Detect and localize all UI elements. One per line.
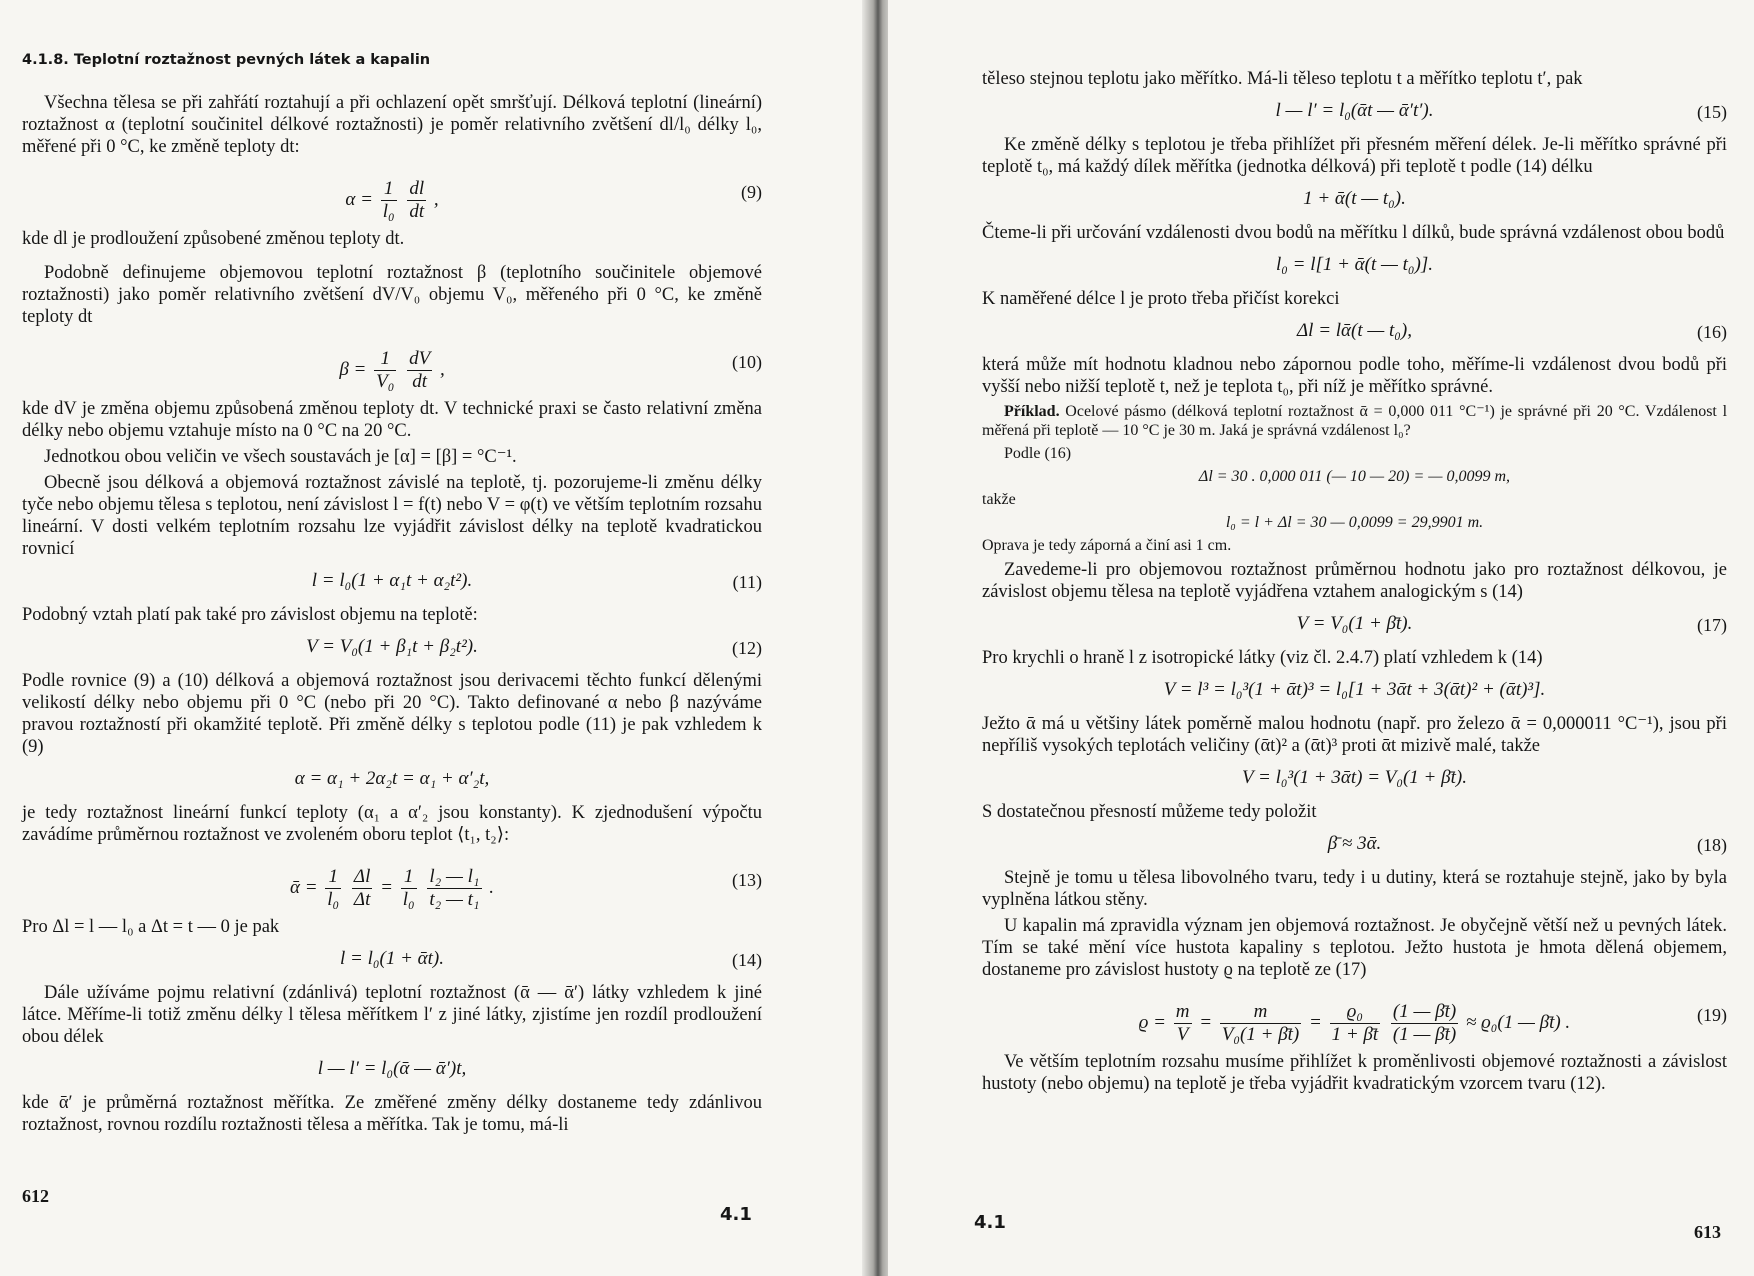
- denominator: l₀: [382, 201, 395, 222]
- denominator: l₀: [402, 889, 415, 910]
- paragraph: těleso stejnou teplotu jako měřítko. Má-li těleso teplotu t a měřítko teplotu t′, pak: [982, 69, 1583, 89]
- fraction: [352, 866, 372, 911]
- paragraph: která může mít hodnotu kladnou nebo zápornou podle toho, měříme-li vzdálenost dvou bodů při vyšší nebo nižší teplotě t, než je teplota t₀, při níž je měřítko správné.: [982, 355, 1727, 397]
- paragraph: Ve větším teplotním rozsahu musíme přihlížet k proměnlivosti objemové roztažnosti a závislost hustoty (nebo objemu) na teplotě je třeba vyjádřit kvadratickým vzorcem tvaru (12).: [982, 1052, 1727, 1094]
- eq-operator: =: [1199, 1011, 1213, 1033]
- paragraph: Podle rovnice (9) a (10) délková a objemová roztažnost jsou derivacemi těchto funkcí dělenými velikostí délky nebo objemu při 0 °C (nebo při 20 °C). Takto definované α nebo β nazýváme pravou roztažností při okamžité teplotě. Při změně délky s teplotou podle (11) je pak vzhledem k (9): [22, 671, 762, 757]
- left-page: [0, 0, 868, 1276]
- fraction: [407, 178, 426, 223]
- numerator: 1: [403, 866, 414, 887]
- equation-10: [22, 334, 762, 390]
- denominator: dt: [407, 370, 432, 393]
- section-heading: 4.1.8. Teplotní roztažnost pevných látek a kapalin: [22, 52, 431, 68]
- equation-number: (18): [1697, 835, 1727, 855]
- eq-tail: ,: [433, 188, 439, 210]
- paragraph: je tedy roztažnost lineární funkcí teploty (α₁ a α′₂ jsou konstanty). K zjednodušení výpočtu zavádíme průměrnou roztažnost ve zvoleném oboru teplot ⟨t₁, t₂⟩:: [22, 803, 762, 845]
- numerator: (1 — β̄t): [1392, 1001, 1457, 1022]
- paragraph: Čteme-li při určování vzdálenosti dvou bodů na měřítku l dílků, bude správná vzdálenost obou bodů: [982, 223, 1725, 243]
- paragraph: Dále užíváme pojmu relativní (zdánlivá) teplotní roztažnost (ᾱ — ᾱ′) látky vzhledem k jiné látce. Měříme-li totiž změnu délky l tělesa měřítkem l′ z jiné látky, zjistíme jen rozdíl prodloužení obou délek: [22, 983, 762, 1047]
- equation-9: [22, 164, 762, 220]
- numerator: 1: [383, 178, 394, 199]
- numerator: m: [1253, 1001, 1268, 1022]
- equation-alpha: [22, 764, 762, 794]
- numerator: Δl: [353, 866, 371, 887]
- fraction: [407, 348, 432, 393]
- numerator: m: [1175, 1001, 1190, 1022]
- paragraph: U kapalin má zpravidla význam jen objemová roztažnost. Je obyčejně větší než u pevných látek. Tím se také mění více hustota kapaliny s teplotou. Ježto hustota je hmota dělená objemem, dostaneme pro závislost hustoty ϱ na teplotě ze (17): [982, 916, 1727, 980]
- denominator: V: [1174, 1023, 1192, 1046]
- equation-18: [982, 829, 1727, 859]
- numerator: 1: [328, 866, 338, 887]
- equation-19: [982, 987, 1727, 1043]
- equation-number: (15): [1697, 102, 1727, 122]
- paragraph: K naměřené délce l je proto třeba přičíst korekci: [982, 289, 1340, 309]
- denominator: V₀(1 + β̄t): [1221, 1024, 1300, 1045]
- equation-number: (12): [732, 638, 762, 658]
- equation-expression: V = V₀(1 + β₁t + β₂t²).: [306, 636, 478, 657]
- eq-operator: =: [380, 876, 393, 898]
- denominator: dt: [409, 201, 425, 222]
- equation-number: (19): [1697, 1005, 1727, 1025]
- paragraph: S dostatečnou přesností můžeme tedy položit: [982, 802, 1317, 822]
- section-mark: 4.1: [720, 1204, 752, 1225]
- left-column: [22, 92, 762, 1140]
- eq-lhs: ᾱ =: [289, 876, 318, 898]
- equation-number: (14): [732, 950, 762, 970]
- equation-relative: [22, 1054, 762, 1084]
- equation-expression: V = l₀³(1 + 3ᾱt) = V₀(1 + β̄t).: [1242, 767, 1467, 788]
- right-page: [888, 0, 1754, 1276]
- example-text: Ocelové pásmo (délková teplotní roztažnost ᾱ = 0,000 011 °C⁻¹) je správné při 20 °C. Vzdálenost l měřená při teplotě — 10 °C je 30 m. Jaká je správná vzdálenost l₀?: [982, 403, 1728, 439]
- numerator: l₂ — l₁: [429, 866, 480, 887]
- equation-number: (16): [1697, 322, 1727, 342]
- equation-expression: l — l′ = l₀(ᾱ — ᾱ′)t,: [317, 1058, 467, 1079]
- numerator: dV: [409, 348, 431, 369]
- equation-number: (17): [1697, 615, 1727, 635]
- equation-14: [22, 944, 762, 974]
- numerator: 1: [380, 348, 390, 369]
- equation-expression: l₀ = l[1 + ᾱ(t — t₀)].: [1275, 254, 1434, 275]
- paragraph: Obecně jsou délková a objemová roztažnost závislé na teplotě, tj. pozorujeme-li změnu délky tyče nebo objemu tělesa s teplotou, není závislost l = f(t) nebo V = φ(t) ve větším teplotním rozsahu lineární. V dosti velkém teplotním rozsahu lze vyjádřit závislost délky na teplotě kvadratickou rovnicí: [22, 473, 762, 559]
- fraction: [1391, 1001, 1458, 1046]
- fraction: [381, 178, 397, 223]
- equation-expression: l — l′ = l₀(ᾱt — ᾱ′t′).: [1275, 100, 1434, 121]
- paragraph: Podobně definujeme objemovou teplotní roztažnost β (teplotního součinitele objemové roztažnosti) jako poměr relativního zvětšení dV/V₀ objemu V₀, měřeného při 0 °C, ke změně teploty dt: [22, 263, 762, 327]
- paragraph: Všechna tělesa se při zahřátí roztahují a při ochlazení opět smršťují. Délková teplotní (lineární) roztažnost α (teplotní součinitel délkové roztažnosti) je poměr relativního zvětšení dl/l₀ délky l₀, měřené při 0 °C, ke změně teploty dt:: [22, 93, 762, 157]
- example-equation: Δl = 30 . 0,000 011 (— 10 — 20) = — 0,0099 m,: [1198, 468, 1511, 485]
- equation-cube: [982, 675, 1727, 705]
- equation-13: [22, 852, 762, 908]
- paragraph: kde ᾱ′ je průměrná roztažnost měřítka. Ze změřené změny délky dostaneme tedy zdánlivou roztažnost, rovnou rozdílu roztažnosti tělesa a měřítka. Tak je tomu, má-li: [22, 1093, 762, 1135]
- equation-17: [982, 609, 1727, 639]
- paragraph: Zavedeme-li pro objemovou roztažnost průměrnou hodnotu jako pro roztažnost délkovou, je závislost objemu tělesa na teplotě vyjádřena vztahem analogickým s (14): [982, 560, 1727, 602]
- eq-lhs: ϱ =: [1138, 1011, 1167, 1033]
- equation-number: (13): [732, 870, 762, 890]
- denominator: t₂ — t₁: [429, 889, 480, 910]
- paragraph: kde dl je prodloužení způsobené změnou teploty dt.: [22, 229, 405, 249]
- eq-lhs: β =: [339, 358, 367, 380]
- numerator: ϱ₀: [1346, 1001, 1363, 1022]
- paragraph: Ježto ᾱ má u většiny látek poměrně malou hodnotu (např. pro železo ᾱ = 0,000011 °C⁻¹), jsou při nepříliš vysokých teplotách veličiny (ᾱt)² a (ᾱt)³ proti ᾱt mizivě malé, takže: [982, 714, 1727, 756]
- equation-expression: β̄ ≈ 3ᾱ.: [1327, 833, 1382, 854]
- denominator: Δt: [353, 889, 371, 910]
- eq-tail: ,: [439, 358, 445, 380]
- fraction: [325, 866, 341, 911]
- example-title: Příklad.: [1004, 403, 1060, 420]
- paragraph: Podobný vztah platí pak také pro závislost objemu na teplotě:: [22, 605, 478, 625]
- equation-l0: [982, 250, 1727, 280]
- example-result: Oprava je tedy záporná a činí asi 1 cm.: [982, 537, 1232, 554]
- paragraph: kde dV je změna objemu způsobená změnou teploty dt. V technické praxi se často relativní změna délky nebo objemu vztahuje místo na 0 °C na 20 °C.: [22, 399, 762, 441]
- eq-lhs: α =: [345, 188, 373, 210]
- example-equation: l₀ = l + Δl = 30 — 0,0099 = 29,9901 m.: [1225, 514, 1484, 531]
- equation-dilek: [982, 184, 1727, 214]
- fraction: [1220, 1001, 1301, 1046]
- eq-operator: =: [1309, 1011, 1322, 1033]
- equation-expression: 1 + ᾱ(t — t₀).: [1303, 188, 1406, 209]
- right-column: [982, 68, 1727, 1099]
- equation-approx: [982, 763, 1727, 793]
- example-podle: Podle (16): [1004, 445, 1072, 462]
- example-takze: takže: [982, 491, 1016, 508]
- equation-15: [982, 96, 1727, 126]
- paragraph: Jednotkou obou veličin ve všech soustavách je [α] = [β] = °C⁻¹.: [44, 447, 517, 467]
- denominator: 1 + β̄t: [1331, 1024, 1379, 1045]
- paragraph: Stejně je tomu u tělesa libovolného tvaru, tedy i u dutiny, která se roztahuje stejně, jako by byla vyplněna látkou stěny.: [982, 868, 1727, 910]
- denominator: l₀: [327, 889, 340, 910]
- paragraph: Ke změně délky s teplotou je třeba přihlížet při přesném měření délek. Je-li měřítko správné při teplotě t₀, má každý dílek měřítka (jednotka délková) při teplotě t podle (14) délku: [982, 135, 1727, 177]
- equation-expression: l = l₀(1 + ᾱt).: [340, 948, 444, 969]
- equation-expression: V = V₀(1 + β̄t).: [1296, 613, 1413, 634]
- equation-expression: V = l³ = l₀³(1 + ᾱt)³ = l₀[1 + 3ᾱt + 3(ᾱt)² + (ᾱt)³].: [1163, 679, 1546, 700]
- example-block: [982, 402, 1727, 555]
- fraction: [427, 866, 481, 911]
- equation-expression: l = l₀(1 + α₁t + α₂t²).: [311, 570, 473, 591]
- equation-16: [982, 316, 1727, 346]
- denominator: (1 — β̄t): [1392, 1024, 1457, 1045]
- equation-12: [22, 632, 762, 662]
- fraction: [1174, 1001, 1192, 1046]
- page-number: 612: [22, 1186, 49, 1206]
- equation-11: [22, 566, 762, 596]
- fraction: [374, 348, 396, 393]
- equation-number: (9): [741, 182, 762, 202]
- numerator: dl: [409, 178, 425, 199]
- page-number: 613: [1694, 1222, 1721, 1242]
- eq-tail: .: [489, 876, 494, 898]
- section-mark: 4.1: [974, 1212, 1006, 1233]
- equation-number: (11): [732, 572, 762, 592]
- eq-tail: ≈ ϱ₀(1 — β̄t) .: [1465, 1011, 1571, 1033]
- paragraph: Pro Δl = l — l₀ a Δt = t — 0 je pak: [22, 917, 280, 937]
- equation-expression: α = α₁ + 2α₂t = α₁ + α′₂t,: [294, 768, 490, 789]
- equation-number: (10): [732, 352, 762, 372]
- paragraph: Pro krychli o hraně l z isotropické látky (viz čl. 2.4.7) platí vzhledem k (14): [982, 648, 1543, 668]
- fraction: [401, 866, 417, 911]
- fraction: [1330, 1001, 1381, 1046]
- denominator: V₀: [376, 371, 395, 392]
- equation-expression: Δl = lᾱ(t — t₀),: [1297, 320, 1412, 341]
